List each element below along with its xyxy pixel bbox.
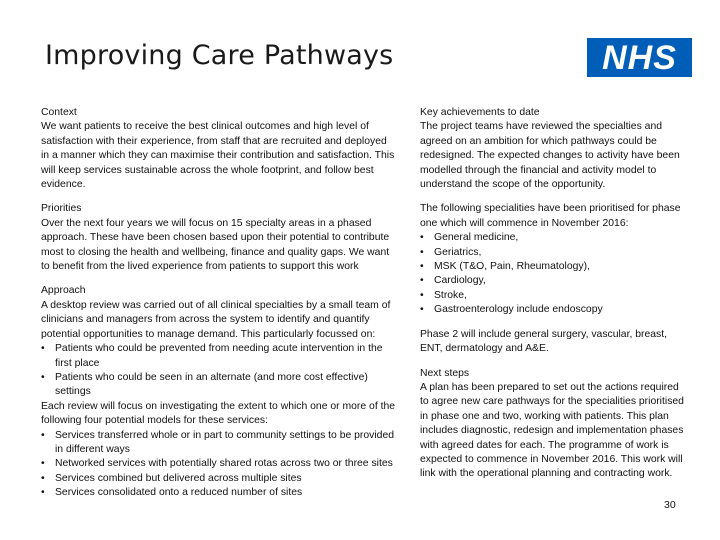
approach-section bbox=[41, 284, 396, 500]
approach-intro: A desktop review was carried out of all clinical specialties by a small team of clinicians and managers from across the system to identify and quantify potential opportunities to manage demand. This particularly focussed on: bbox=[41, 299, 391, 340]
achievements-heading: Key achievements to date bbox=[420, 107, 540, 118]
next-steps-section bbox=[420, 367, 690, 482]
approach-heading: Approach bbox=[41, 285, 86, 297]
prioritised-text: The following specialities have been prioritised for phase one which will commence in November 2016: bbox=[420, 203, 681, 229]
next-steps-text: A plan has been prepared to set out the actions required to agree new care pathways for the specialities prioritised in phase one and two, working with patients. This plan includes diagnostic, redesign and implementation phases with agreed dates for each. The programme of work is expected to commence in November 2016. This work will link with the operational planning and contracting work. bbox=[420, 381, 684, 480]
approach-middle: Each review will focus on investigating the extent to which one or more of the following four potential models for these services: bbox=[41, 400, 396, 427]
list-item: • Cardiology, bbox=[420, 274, 690, 288]
left-column bbox=[41, 106, 396, 511]
prioritised-section bbox=[420, 202, 690, 317]
list-item: • Patients who could be seen in an alternate (and more cost effective) settings bbox=[41, 371, 396, 400]
context-text: We want patients to receive the best clinical outcomes and high level of satisfaction with their experience, from staff that are recruited and deployed in a manner which they can maximise their contribution and satisfaction. This will keep services sustainable across the whole footprint, and follow best evidence. bbox=[41, 121, 395, 191]
approach-bullets-1 bbox=[41, 342, 396, 400]
nhs-logo-text: NHS bbox=[602, 38, 677, 77]
list-item: • Services transferred whole or in part to community settings to be provided in different ways bbox=[41, 429, 396, 458]
list-item: • Networked services with potentially shared rotas across two or three sites bbox=[41, 457, 396, 471]
list-item: • Gastroenterology include endoscopy bbox=[420, 303, 690, 317]
priorities-section bbox=[41, 202, 396, 274]
nhs-logo bbox=[587, 38, 692, 77]
right-column bbox=[420, 106, 690, 492]
phase2-section bbox=[420, 328, 690, 357]
list-item: • Stroke, bbox=[420, 289, 690, 303]
phase2-text: Phase 2 will include general surgery, vascular, breast, ENT, dermatology and A&E. bbox=[420, 328, 667, 355]
slide-title: Improving Care Pathways bbox=[45, 40, 394, 71]
list-item: • Geriatrics, bbox=[420, 246, 690, 260]
list-item: • General medicine, bbox=[420, 231, 690, 245]
context-heading: Context bbox=[41, 107, 77, 118]
prioritised-bullets bbox=[420, 231, 690, 317]
priorities-heading: Priorities bbox=[41, 203, 82, 215]
achievements-text: The project teams have reviewed the specialties and agreed on an ambition for which pathways could be redesigned. The expected changes to activity have been modelled through the financial and activity model to understand the scope of the opportunity. bbox=[420, 121, 680, 191]
next-steps-heading: Next steps bbox=[420, 367, 470, 379]
priorities-text: Over the next four years we will focus on 15 specialty areas in a phased approach. These have been chosen based upon their potential to contribute most to closing the health and wellbeing, finance and quality gaps. We want to benefit from the lived experience from patients to support this work bbox=[41, 217, 390, 273]
list-item: • Patients who could be prevented from needing acute intervention in the first place bbox=[41, 342, 396, 371]
achievements-section bbox=[420, 106, 690, 192]
list-item: • MSK (T&O, Pain, Rheumatology), bbox=[420, 260, 690, 274]
page-number: 30 bbox=[664, 499, 676, 511]
approach-bullets-2 bbox=[41, 429, 396, 501]
context-section bbox=[41, 106, 396, 192]
list-item: • Services consolidated onto a reduced number of sites bbox=[41, 486, 396, 500]
list-item: • Services combined but delivered across multiple sites bbox=[41, 472, 396, 486]
